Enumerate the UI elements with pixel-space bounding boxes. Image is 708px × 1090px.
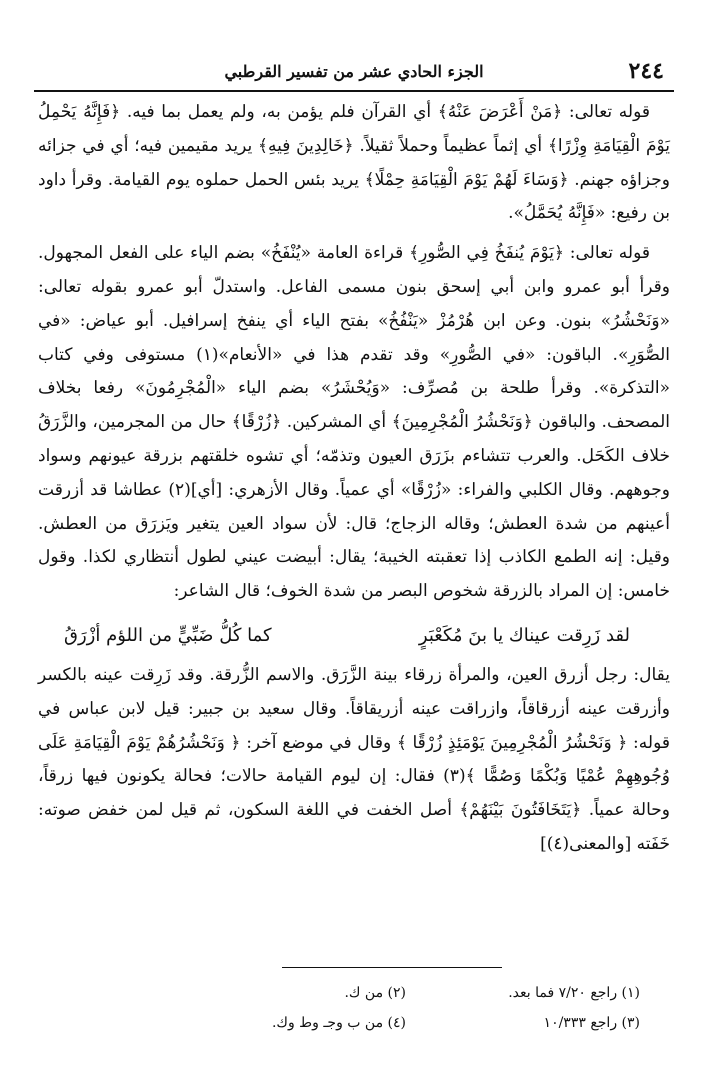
paragraph-2: قوله تعالى: ﴿يَوْمَ يُنفَخُ فِي الصُّورِ﴾ قراءة العامة «يُنْفَخُ» بضم الياء على الفعل المجهول. وقرأ أبو عمرو وابن أبي إسحق بنون مسمى الفاعل. واستدلّ أبو عمرو بقوله تعالى: «وَنَحْشُرُ» بنون. وعن ابن هُرْمُزْ «يَنْفُخُ» بفتح الياء أي ينفخ إسرافيل. أبو عياض: «في الصُّوَرِ». الباقون: «في الصُّورِ» وقد تقدم هذا في «الأنعام»(١) مستوفى وفي كتاب «التذكرة». وقرأ طلحة بن مُصرِّف: «وَيُحْشَرُ» بضم الياء «الْمُجْرِمُونَ» رفعا بخلاف المصحف. والباقون ﴿وَنَحْشُرُ الْمُجْرِمِينَ﴾ أي المشركين. ﴿زُرْقًا﴾ حال من المجرمين، والزَّرَقُ خلاف الكَحَل. والعرب تتشاءم بزَرَق العيون وتذمّه؛ أي تشوه خلقتهم بزرقة عيونهم وسواد وجوههم. وقال الكلبي والفراء: «زُرْقًا» أي عمياً. وقال الأزهري: [أي](٢) عطاشا قد أزرقت أعينهم من شدة العطش؛ وقاله الزجاج؛ قال: لأن سواد العين يتغير ويَزرَق من العطش. وقيل: إنه الطمع الكاذب إذا تعقبته الخيبة؛ يقال: أبيضت عيني لطول أنتظاري لكذا. وقول خامس: إن المراد بالزرقة شخوص البصر من شدة الخوف؛ قال الشاعر: <box>38 243 670 602</box>
header-divider <box>34 90 674 92</box>
running-title: الجزء الحادي عشر من تفسير القرطبي <box>224 62 484 81</box>
footnote-row <box>190 978 640 1008</box>
footnote-1: (١) راجع ٧/٢٠ فما بعد. <box>508 985 640 1001</box>
verse-hemistich-first: لقد زَرِقت عيناك يا بنَ مُكَعْبَرٍ <box>418 624 630 646</box>
footnote-2: (٢) من ك. <box>344 985 406 1001</box>
footnote-row <box>190 1008 640 1038</box>
verse-hemistich-second: كما كُلُّ ضَبِّيٍّ من اللؤم أزْرَقُ <box>64 624 272 646</box>
paragraph-1: قوله تعالى: ﴿مَنْ أَعْرَضَ عَنْهُ﴾ أي القرآن فلم يؤمن به، ولم يعمل بما فيه. ﴿فَإِنَّهُ يَحْمِلُ يَوْمَ الْقِيَامَةِ وِزْرًا﴾ أي إثماً عظيماً وحملاً ثقيلاً. ﴿خَالِدِينَ فِيهِ﴾ يريد مقيمين فيه؛ أي في جزائه وجزاؤه جهنم. ﴿وَسَاءَ لَهُمْ يَوْمَ الْقِيَامَةِ حِمْلًا﴾ يريد بئس الحمل حملوه يوم القيامة. وقرأ داود بن رفيع: «فَإِنَّهُ يُحَمَّلُ». <box>38 102 670 224</box>
poetry-verse <box>38 609 670 659</box>
paragraph-3: يقال: رجل أزرق العين، والمرأة زرقاء بينة الزَّرَق. والاسم الزُّرقة. وقد زَرِقت عينه بالكسر وأزرقت عينه أزرقاقاً، وازراقت عينه أزريقاقاً. وقال سعيد بن جبير: قيل لابن عباس في قوله: ﴿ وَنَحْشُرُ الْمُجْرِمِينَ يَوْمَئِذٍ زُرْقًا ﴾ وقال في موضع آخر: ﴿ وَنَحْشُرُهُمْ يَوْمَ الْقِيَامَةِ عَلَى وُجُوهِهِمْ عُمْيًا وَبُكْمًا وَصُمًّا ﴾(٣) فقال: إن ليوم القيامة حالات؛ فحالة يكونون فيها زرقاً، وحالة عمياً. ﴿يَتَخَافَتُونَ بَيْنَهُمْ﴾ أصل الخفت في اللغة السكون، ثم قيل لمن خفض صوته: خَفَته [والمعنى(٤)] <box>38 664 670 854</box>
footnote-4: (٤) من ب وجـ وط وك. <box>271 1015 406 1031</box>
page-number: ٢٤٤ <box>628 58 664 84</box>
page-header <box>44 56 664 90</box>
footnote-divider <box>282 967 502 968</box>
footnotes <box>190 978 640 1038</box>
footnote-3: (٣) راجع ١٠/٣٣٣ <box>543 1015 640 1031</box>
main-text <box>38 96 670 862</box>
